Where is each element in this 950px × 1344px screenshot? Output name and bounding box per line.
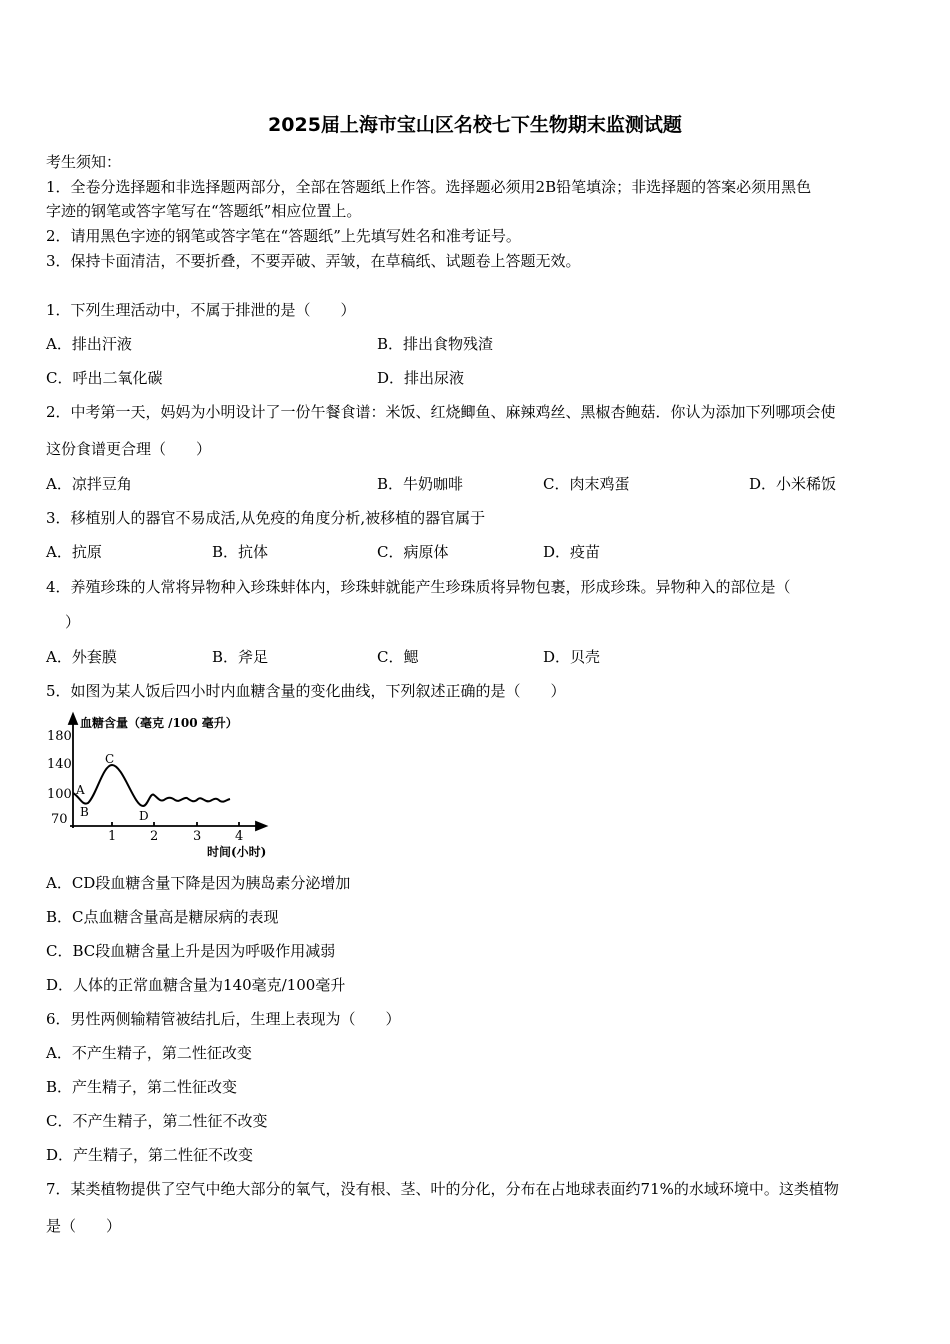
q2-option-d: D．小米稀饭 [749,475,837,493]
figure-xlabel: 时间(小时) [207,845,267,859]
question-4-stem-cont: ） [50,613,81,631]
notice-line: 2．请用黑色字迹的钢笔或答字笔在“答题纸”上先填写姓名和准考证号。 [46,227,521,245]
xtick-label: 2 [150,829,159,844]
question-1-stem: 1．下列生理活动中，不属于排泄的是（ ） [46,301,356,319]
q3-option-c: C．病原体 [377,543,449,561]
q2-option-a: A．凉拌豆角 [46,475,132,493]
x-axis-arrow [256,822,266,830]
q1-option-c: C．呼出二氧化碳 [46,369,163,387]
q4-option-d: D．贝壳 [543,648,601,666]
blood-sugar-curve [73,765,230,806]
point-label-c: C [105,752,115,766]
page-title: 2025届上海市宝山区名校七下生物期末监测试题 [268,114,682,136]
q3-option-d: D．疫苗 [543,543,601,561]
q2-option-b: B．牛奶咖啡 [377,475,464,493]
point-label-a: A [76,783,85,797]
ytick-label: 100 [47,787,72,802]
q1-option-a: A．排出汗液 [46,335,132,353]
q5-option-b: B．C点血糖含量高是糖尿病的表现 [46,908,279,926]
point-label-b: B [80,805,89,819]
q6-option-c: C．不产生精子，第二性征不改变 [46,1112,268,1130]
q4-option-c: C．鳃 [377,648,419,666]
figure-ylabel: 血糖含量（毫克 /100 毫升） [80,716,238,730]
question-3-stem: 3．移植别人的器官不易成活,从免疫的角度分析,被移植的器官属于 [46,509,486,527]
q5-option-a: A．CD段血糖含量下降是因为胰岛素分泌增加 [46,874,351,892]
q5-option-d: D．人体的正常血糖含量为140毫克/100毫升 [46,976,346,994]
q1-option-b: B．排出食物残渣 [377,335,494,353]
blood-sugar-figure [0,0,300,870]
question-7-stem-cont: 是（ ） [46,1217,122,1235]
q2-option-c: C．肉末鸡蛋 [543,475,630,493]
ytick-label: 180 [47,729,72,744]
y-axis-arrow [69,714,77,724]
xtick-label: 3 [193,829,202,844]
q3-option-b: B．抗体 [212,543,269,561]
notice-line: 字迹的钢笔或答字笔写在“答题纸”相应位置上。 [46,202,362,220]
ytick-label: 70 [51,812,68,827]
notice-line: 1．全卷分选择题和非选择题两部分，全部在答题纸上作答。选择题必须用2B铅笔填涂；非选择题的答案必须用黑色 [46,178,812,196]
question-5-stem: 5．如图为某人饭后四小时内血糖含量的变化曲线，下列叙述正确的是（ ） [46,682,566,700]
ytick-label: 140 [47,757,72,772]
q1-option-d: D．排出尿液 [377,369,465,387]
question-2-stem-cont: 这份食谱更合理（ ） [46,440,212,458]
q4-option-b: B．斧足 [212,648,269,666]
question-6-stem: 6．男性两侧输精管被结扎后，生理上表现为（ ） [46,1010,401,1028]
question-7-stem: 7．某类植物提供了空气中绝大部分的氧气，没有根、茎、叶的分化，分布在占地球表面约71%的水域环境中。这类植物 [46,1180,839,1198]
q4-option-a: A．外套膜 [46,648,117,666]
q6-option-b: B．产生精子，第二性征改变 [46,1078,238,1096]
point-label-d: D [139,809,149,823]
q3-option-a: A．抗原 [46,543,102,561]
question-4-stem: 4．养殖珍珠的人常将异物种入珍珠蚌体内，珍珠蚌就能产生珍珠质将异物包裹，形成珍珠。异物种入的部位是（ [46,578,791,596]
notice-heading: 考生须知： [46,153,122,171]
notice-line: 3．保持卡面清洁，不要折叠，不要弄破、弄皱，在草稿纸、试题卷上答题无效。 [46,252,581,270]
xtick-label: 4 [235,829,244,844]
xtick-label: 1 [108,829,117,844]
q6-option-d: D．产生精子，第二性征不改变 [46,1146,254,1164]
q6-option-a: A．不产生精子，第二性征改变 [46,1044,252,1062]
question-2-stem: 2．中考第一天，妈妈为小明设计了一份午餐食谱：米饭、红烧鲫鱼、麻辣鸡丝、黑椒杏鲍菇．你认为添加下列哪项会使 [46,403,836,421]
q5-option-c: C．BC段血糖含量上升是因为呼吸作用减弱 [46,942,336,960]
